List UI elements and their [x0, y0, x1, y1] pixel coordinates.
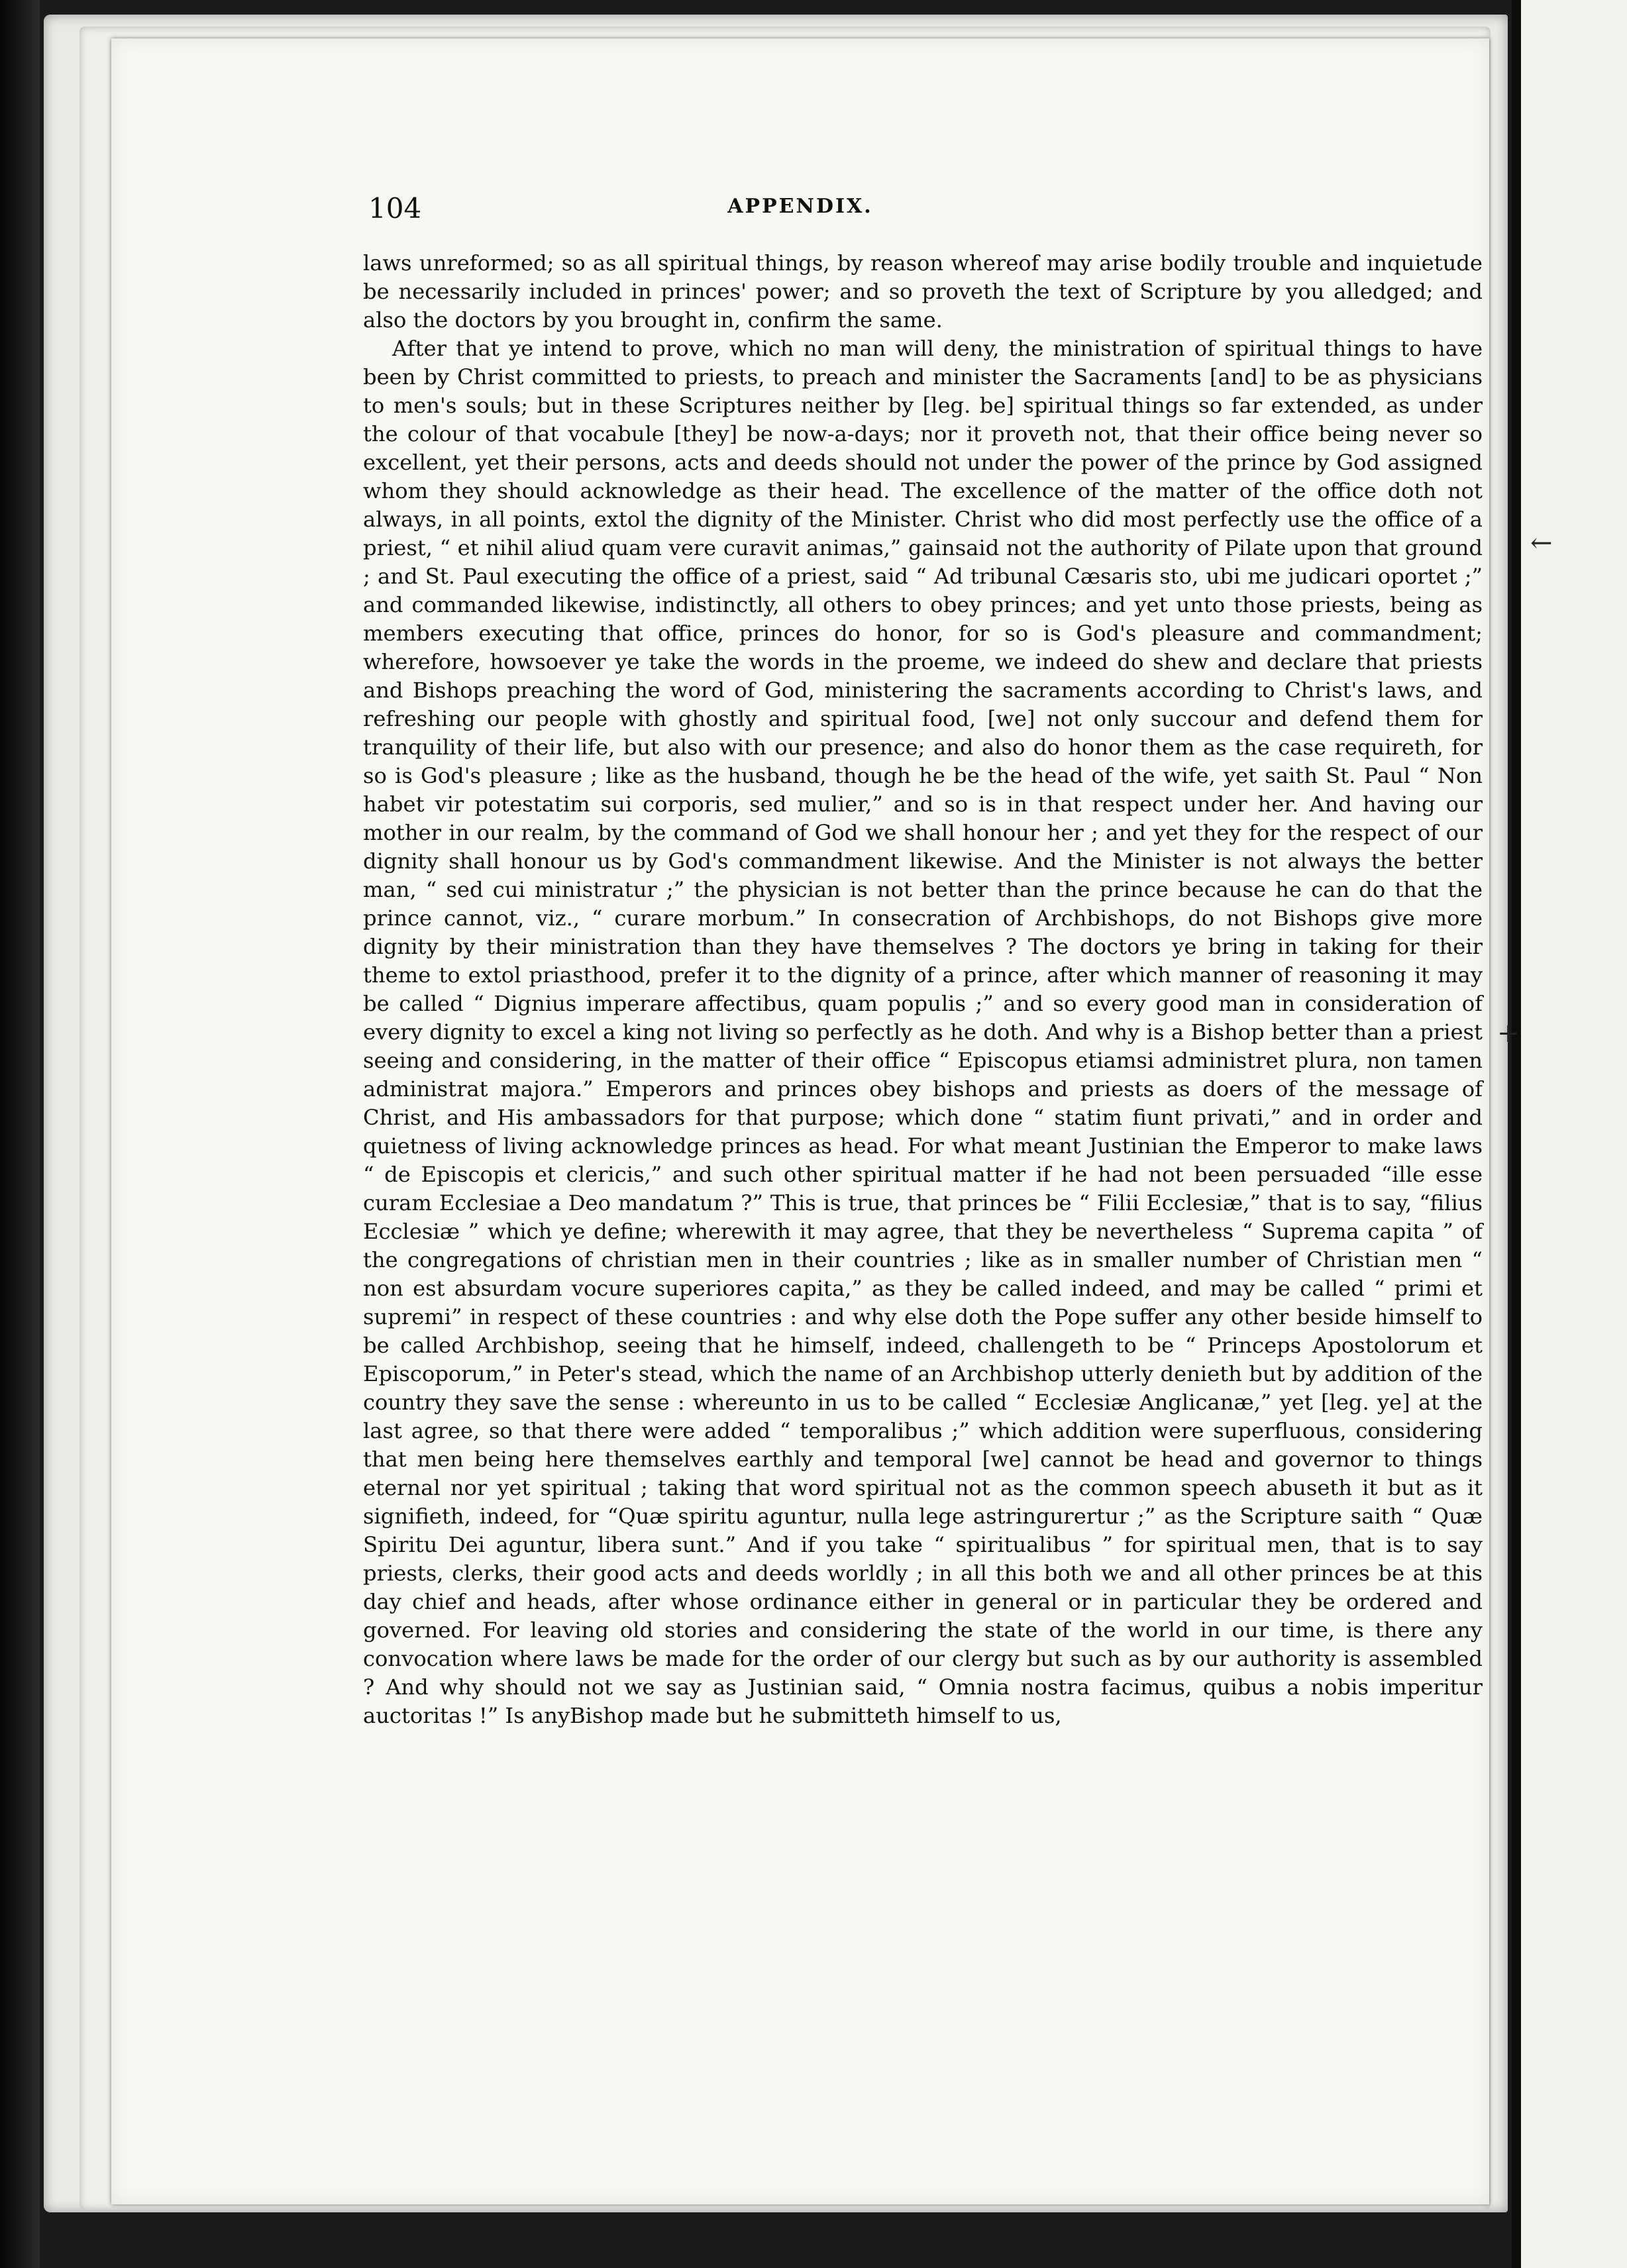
paragraph-continuation: laws unreformed; so as all spiritual things, by reason whereof may arise bodily trouble and inquietude be necessarily included in princes' power; and so proveth the text of Scripture by you alledged; and also the doctors by you brought in, confirm the same. [363, 250, 1483, 333]
page-number: 104 [368, 192, 422, 225]
adjacent-page-strip [1512, 0, 1627, 2268]
paragraph-main: After that ye intend to prove, which no man will deny, the ministration of spiritual things to have been by Christ committed to priests, to preach and minister the Sacraments [and] to be as physicians to men's souls; but in these Scriptures neither by [leg. be] spiritual things so far extended, as under the colour of that vocabule [they] be now-a-days; nor it proveth not, that their office being never so excellent, yet their persons, acts and deeds should not under the power of the prince by God assigned whom they should acknowledge as their head. The excellence of the matter of the office doth not always, in all points, extol the dignity of the Minister. Christ who did most perfectly use the office of a priest, “ et nihil aliud quam vere curavit animas,” gainsaid not the authority of Pilate upon that ground ; and St. Paul executing the office of a priest, said “ Ad tribunal Cæsaris sto, ubi me judicari oportet ;” and commanded likewise, indistinctly, all others to obey princes; and yet unto those priests, being as members executing that office, princes do honor, for so is God's pleasure and commandment; wherefore, howsoever ye take the words in the proeme, we indeed do shew and declare that priests and Bishops preaching the word of God, ministering the sacraments according to Christ's laws, and refreshing our people with ghostly and spiritual food, [we] not only succour and defend them for tranquility of their life, but also with our presence; and also do honor them as the case requireth, for so is God's pleasure ; like as the husband, though he be the head of the wife, yet saith St. Paul “ Non habet vir potestatim sui corporis, sed mulier,” and so is in that respect under her. And having our mother in our realm, by the command of God we shall honour her ; and yet they for the respect of our dignity shall honour us by God's commandment likewise. And the Minister is not always the better man, “ sed cui ministratur ;” the physician is not better than the prince because he can do that the prince cannot, viz., “ curare morbum.” In consecration of Archbishops, do not Bishops give more dignity by their ministration than they have themselves ? The doctors ye bring in taking for their theme to extol priasthood, prefer it to the dignity of a prince, after which manner of reasoning it may be called “ Dignius imperare affectibus, quam populis ;” and so every good man in consideration of every dignity to excel a king not living so perfectly as he doth. And why is a Bishop better than a priest seeing and considering, in the matter of their office “ Episcopus etiamsi administret plura, non tamen administrat majora.” Emperors and princes obey bishops and priests as doers of the message of Christ, and His ambassadors for that purpose; which done “ statim fiunt privati,” and in order and quietness of living acknowledge princes as head. For what meant Justinian the Emperor to make laws “ de Episcopis et clericis,” and such other spiritual matter if he had not been persuaded “ille esse curam Ecclesiae a Deo mandatum ?” This is true, that princes be “ Filii Ecclesiæ,” that is to say, “filius Ecclesiæ ” which ye define; wherewith it may agree, that they be nevertheless “ Suprema capita ” of the congregations of christian men in their countries ; like as in smaller number of Christian men “ non est absurdam vocure superiores capita,” as they be called indeed, and may be called “ primi et supremi” in respect of these countries : and why else doth the Pope suffer any other beside himself to be called Archbishop, seeing that he himself, indeed, challengeth to be “ Princeps Apostolorum et Episcoporum,” in Peter's stead, which the name of an Archbishop utterly denieth but by addition of the country they save the sense : whereunto in us to be called “ Ecclesiæ Anglicanæ,” yet [leg. ye] at the last agree, so that there were added “ temporalibus ;” which addition were superfluous, considering that men being here themselves earthly and temporal [we] cannot be head and governor to things eternal nor yet spiritual ; taking that word spiritual not as the common speech abuseth it but as it signifieth, indeed, for “Quæ spiritu aguntur, nulla lege astringurertur ;” as the Scripture saith “ Quæ Spiritu Dei aguntur, libera sunt.” And if you take “ spiritualibus ” for spiritual men, that is to say priests, clerks, their good acts and deeds worldly ; in all this both we and all other princes be at this day chief and heads, after whose ordinance either in general or in particular they be ordered and governed. For leaving old stories and considering the state of the world in our time, is there any convocation where laws be made for the order of our clergy but such as by our authority is assembled ? And why should not we say as Justinian said, “ Omnia nostra facimus, quibus a nobis imperitur auctoritas !” Is anyBishop made but he submitteth himself to us, [363, 336, 1483, 1728]
book-page [111, 38, 1489, 2204]
page-heading: APPENDIX. [727, 195, 873, 218]
margin-cross-mark: + [1497, 1018, 1520, 1049]
body-text [363, 249, 1483, 1730]
margin-arrow-mark: ← [1530, 528, 1553, 558]
running-head [111, 192, 1489, 238]
scan-left-edge [0, 0, 40, 2268]
